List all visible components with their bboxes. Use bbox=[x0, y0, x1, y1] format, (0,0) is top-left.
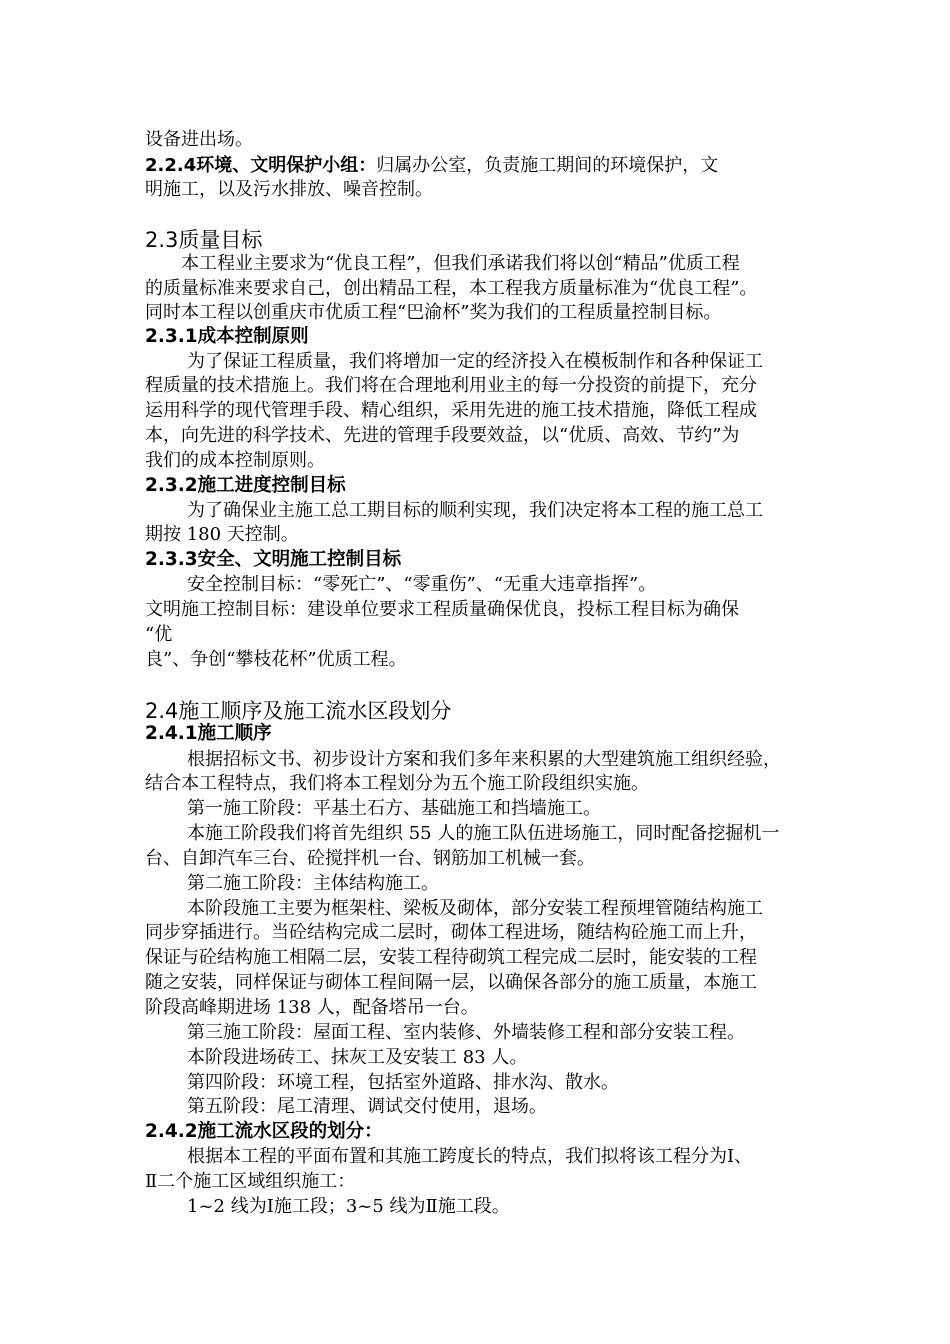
heading-2-3-2: 2.3.2施工进度控制目标 bbox=[145, 475, 346, 496]
heading-2-2-4: 2.2.4环境、文明保护小组： bbox=[145, 155, 377, 176]
text-line: 良”、争创“攀枝花杯”优质工程。 bbox=[145, 649, 407, 670]
text-line: 的质量标准来要求自己，创出精品工程，本工程我方质量标准为“优良工程”。 bbox=[145, 278, 758, 299]
text-line: 期按 180 天控制。 bbox=[145, 524, 299, 545]
text-line: 1~2 线为Ⅰ施工段；3~5 线为Ⅱ施工段。 bbox=[187, 1196, 510, 1217]
text-line: 运用科学的现代管理手段、精心组织，采用先进的施工技术措施，降低工程成 bbox=[145, 400, 757, 421]
text-line: 本施工阶段我们将首先组织 55 人的施工队伍进场施工，同时配备挖掘机一 bbox=[187, 823, 780, 844]
text-line: 第五阶段：尾工清理、调试交付使用，退场。 bbox=[187, 1096, 547, 1117]
text-line: 本工程业主要求为“优良工程”，但我们承诺我们将以创“精品”优质工程 bbox=[181, 253, 740, 274]
text-line: Ⅱ二个施工区域组织施工： bbox=[145, 1171, 356, 1192]
heading-2-3-1: 2.3.1成本控制原则 bbox=[145, 326, 309, 347]
text-line: “优 bbox=[145, 624, 173, 645]
text-line: 第一施工阶段：平基土石方、基础施工和挡墙施工。 bbox=[187, 798, 601, 819]
heading-2-4: 2.4施工顺序及施工流水区段划分 bbox=[145, 699, 452, 723]
text-line: 根据招标文书、初步设计方案和我们多年来积累的大型建筑施工组织经验， bbox=[187, 749, 781, 770]
text-line: 随之安装，同样保证与砌体工程间隔一层，以确保各部分的施工质量，本施工 bbox=[145, 972, 757, 993]
text-line: 文明施工控制目标：建设单位要求工程质量确保优良，投标工程目标为确保 bbox=[145, 599, 739, 620]
text-line: 阶段高峰期进场 138 人，配备塔吊一台。 bbox=[145, 997, 479, 1018]
heading-2-3: 2.3质量目标 bbox=[145, 228, 263, 252]
section-2-2-4-line bbox=[145, 154, 718, 178]
heading-2-4-1: 2.4.1施工顺序 bbox=[145, 723, 272, 744]
text-line: 结合本工程特点，我们将本工程划分为五个施工阶段组织实施。 bbox=[145, 773, 649, 794]
text-line: 保证与砼结构施工相隔二层，安装工程待砌筑工程完成二层时，能安装的工程 bbox=[145, 947, 757, 968]
text-line: 为了保证工程质量，我们将增加一定的经济投入在模板制作和各种保证工 bbox=[187, 351, 763, 372]
text-line: 安全控制目标：“零死亡”、“零重伤”、“无重大违章指挥”。 bbox=[187, 574, 657, 595]
text-line: 本，向先进的科学技术、先进的管理手段要效益，以“优质、高效、节约”为 bbox=[145, 425, 740, 446]
text-line: 本阶段施工主要为框架柱、梁板及砌体，部分安装工程预埋管随结构施工 bbox=[187, 898, 763, 919]
text-line: 归属办公室，负责施工期间的环境保护，文 bbox=[376, 155, 719, 176]
text-line: 根据本工程的平面布置和其施工跨度长的特点，我们拟将该工程分为Ⅰ、 bbox=[187, 1146, 753, 1167]
text-line: 第三施工阶段：屋面工程、室内装修、外墙装修工程和部分安装工程。 bbox=[187, 1022, 745, 1043]
text-line: 设备进出场。 bbox=[145, 129, 253, 150]
text-line: 明施工，以及污水排放、噪音控制。 bbox=[145, 179, 433, 200]
heading-2-4-2: 2.4.2施工流水区段的划分： bbox=[145, 1121, 383, 1142]
text-line: 台、自卸汽车三台、砼搅拌机一台、钢筋加工机械一套。 bbox=[145, 848, 595, 869]
text-line: 同步穿插进行。当砼结构完成二层时，砌体工程进场，随结构砼施工而上升， bbox=[145, 922, 757, 943]
text-line: 第四阶段：环境工程，包括室外道路、排水沟、散水。 bbox=[187, 1072, 619, 1093]
text-line: 同时本工程以创重庆市优质工程“巴渝杯”奖为我们的工程质量控制目标。 bbox=[145, 302, 722, 323]
text-line: 本阶段进场砖工、抹灰工及安装工 83 人。 bbox=[187, 1047, 528, 1068]
text-line: 我们的成本控制原则。 bbox=[145, 450, 325, 471]
heading-2-3-3: 2.3.3安全、文明施工控制目标 bbox=[145, 549, 402, 570]
text-line: 程质量的技术措施上。我们将在合理地利用业主的每一分投资的前提下，充分 bbox=[145, 375, 757, 396]
text-line: 为了确保业主施工总工期目标的顺利实现，我们决定将本工程的施工总工 bbox=[187, 500, 763, 521]
text-line: 第二施工阶段：主体结构施工。 bbox=[187, 873, 439, 894]
